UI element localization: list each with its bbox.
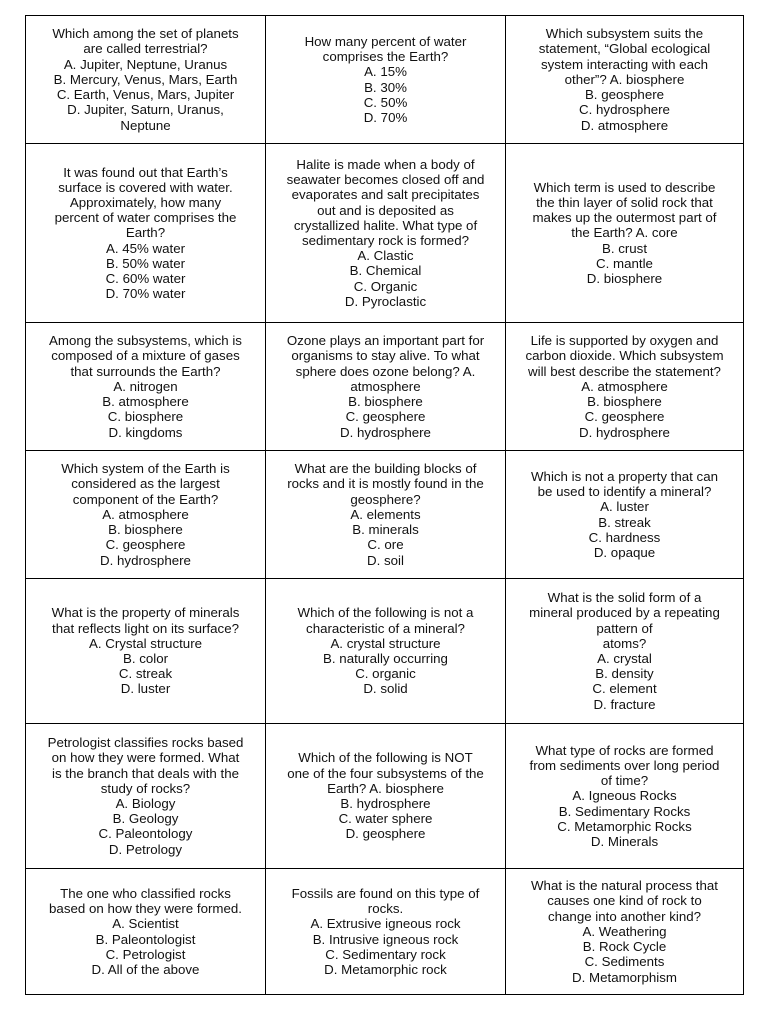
question-card-line: What is the solid form of a — [547, 590, 702, 606]
question-card — [266, 869, 506, 994]
question-card-line: sphere does ozone belong? A. — [295, 363, 476, 379]
question-card-line: system interacting with each — [540, 56, 709, 72]
question-card-line: statement, “Global ecological — [538, 41, 711, 57]
question-card-line: sedimentary rock is formed? — [301, 233, 469, 248]
question-card-line: B. Intrusive igneous rock — [312, 931, 459, 947]
question-card-line: What are the building blocks of — [294, 461, 477, 477]
question-card-line: B. minerals — [352, 522, 419, 538]
question-card-line: A. crystal structure — [330, 635, 441, 651]
question-card — [266, 323, 506, 451]
question-card-line: B. crust — [601, 240, 648, 256]
question-card-line: one of the four subsystems of the — [287, 765, 484, 781]
question-card-line: A. Weathering — [582, 923, 667, 939]
question-card-line: crystallized halite. What type of — [293, 217, 478, 233]
question-card-line: A. atmosphere — [581, 378, 668, 394]
question-card-line: Earth? — [125, 225, 166, 241]
question-card-line: Fossils are found on this type of — [291, 885, 480, 901]
question-card-line: D. kingdoms — [108, 424, 183, 440]
question-card-line: atmosphere — [350, 378, 421, 394]
question-card-line: C. element — [592, 681, 657, 697]
question-card-line: D. soil — [367, 552, 404, 568]
question-card-line: C. Sediments — [584, 954, 665, 970]
question-card-line: organisms to stay alive. To what — [291, 348, 480, 364]
question-card-line: B. biosphere — [108, 522, 183, 538]
question-card — [266, 724, 506, 869]
question-card — [266, 144, 506, 323]
question-card-line: rocks. — [367, 901, 404, 917]
question-card-line: What is the property of minerals — [51, 605, 240, 621]
question-card-line: percent of water comprises the — [54, 210, 237, 226]
question-card-line: C. streak — [118, 666, 173, 682]
question-card-line: C. geosphere — [345, 409, 426, 425]
question-card-line: out and is deposited as — [317, 202, 454, 218]
question-card-line: mineral produced by a repeating — [529, 605, 720, 621]
question-card-line: C. organic — [355, 666, 416, 682]
question-card-line: rocks and it is mostly found in the — [287, 476, 484, 492]
question-card-line: C. geosphere — [105, 537, 186, 553]
question-card-line: B. geosphere — [584, 87, 665, 103]
question-card-line: D. Petrology — [108, 841, 183, 857]
question-card-line: B. naturally occurring — [323, 651, 448, 666]
question-card-line: It was found out that Earth’s — [63, 164, 228, 180]
question-card — [266, 16, 506, 144]
question-card-line: C. hardness — [588, 529, 661, 545]
question-card-line: B. Sedimentary Rocks — [558, 803, 691, 819]
question-card — [266, 451, 506, 579]
question-card-line: D. hydrosphere — [579, 424, 670, 440]
question-card-line: D. Metamorphic rock — [324, 961, 447, 977]
question-card-line: D. Minerals — [590, 834, 659, 849]
question-card — [506, 724, 743, 869]
question-card — [26, 144, 266, 323]
question-card-line: Among the subsystems, which is — [49, 333, 242, 349]
question-card-line: based on how they were formed. — [49, 901, 242, 917]
question-card-line: change into another kind? — [547, 908, 702, 924]
question-card-line: be used to identify a mineral? — [537, 484, 712, 500]
question-card-line: from sediments over long period — [529, 757, 720, 773]
question-card-line: B. biosphere — [348, 394, 423, 410]
question-card-line: What type of rocks are formed — [535, 742, 714, 758]
question-card-line: makes up the outermost part of — [532, 210, 717, 226]
question-card-line: surface is covered with water. — [58, 179, 233, 195]
question-card-line: B. Geology — [112, 811, 179, 827]
question-card-line: Earth? A. biosphere — [327, 780, 444, 796]
question-card-line: B. atmosphere — [102, 394, 189, 410]
question-card-line: Which among the set of planets — [52, 26, 239, 42]
question-card — [506, 323, 743, 451]
question-card-line: C. mantle — [596, 255, 653, 271]
question-card — [26, 451, 266, 579]
question-card-line: B. Rock Cycle — [582, 939, 667, 955]
question-card-line: evaporates and salt precipitates — [291, 187, 480, 203]
question-card — [26, 724, 266, 869]
question-card-line: B. hydrosphere — [340, 796, 431, 811]
question-card-line: considered as the largest — [71, 476, 220, 492]
question-card-line: Approximately, how many — [69, 194, 222, 210]
question-card-line: B. 30% — [364, 79, 407, 95]
question-card — [506, 869, 743, 994]
question-card-line: A. Extrusive igneous rock — [310, 916, 461, 932]
question-card-line: A. Jupiter, Neptune, Uranus — [63, 56, 228, 72]
question-card-line: Which of the following is NOT — [298, 750, 473, 766]
question-card-line: Which subsystem suits the — [545, 26, 704, 42]
question-card — [266, 579, 506, 724]
question-card-line: C. water sphere — [338, 811, 433, 827]
question-card-line: Which term is used to describe — [533, 179, 716, 195]
question-card-line: component of the Earth? — [72, 491, 219, 507]
question-card — [506, 144, 743, 323]
question-card-line: What is the natural process that — [531, 878, 718, 894]
question-card-line: will best describe the statement? — [528, 363, 721, 379]
question-card-line: C. Paleontology — [98, 826, 193, 842]
question-card-line: of time? — [600, 773, 649, 789]
question-card-line: Which is not a property that can — [531, 468, 718, 484]
question-card-line: that reflects light on its surface? — [52, 620, 239, 636]
question-card-line: the Earth? A. core — [571, 225, 678, 241]
question-card-grid — [25, 15, 744, 995]
question-card-line: C. ore — [367, 537, 404, 553]
question-card-line: D. Metamorphism — [572, 969, 677, 985]
question-card-line: Halite is made when a body of — [296, 156, 475, 172]
question-card-line: Life is supported by oxygen and — [530, 333, 719, 349]
question-card-line: How many percent of water — [304, 33, 467, 49]
question-card-line: D. solid — [363, 681, 408, 697]
question-card-line: pattern of — [596, 620, 653, 636]
question-card-line: B. Chemical — [349, 263, 422, 279]
question-card-line: B. Paleontologist — [95, 931, 196, 947]
question-card-line: C. Organic — [353, 278, 418, 294]
question-card-line: D. opaque — [593, 544, 656, 560]
question-card — [26, 323, 266, 451]
question-card-line: D. Pyroclastic — [344, 293, 427, 309]
question-card-line: C. biosphere — [107, 409, 184, 425]
question-card-line: B. color — [122, 651, 169, 666]
question-card-line: B. Mercury, Venus, Mars, Earth — [53, 71, 238, 87]
question-card-line: A. Igneous Rocks — [572, 788, 677, 804]
question-card-line: the thin layer of solid rock that — [536, 194, 713, 210]
question-card — [26, 869, 266, 994]
question-card-line: A. Scientist — [112, 916, 179, 932]
question-card-line: characteristic of a mineral? — [306, 620, 465, 636]
question-card-line: comprises the Earth? — [322, 49, 449, 65]
question-card — [506, 16, 743, 144]
question-card-line: Ozone plays an important part for — [286, 333, 485, 349]
question-card — [26, 579, 266, 724]
question-card-line: Petrologist classifies rocks based — [47, 735, 244, 751]
question-card — [506, 451, 743, 579]
question-card-line: B. density — [595, 666, 654, 682]
question-card-line: atoms? — [602, 635, 647, 651]
question-card-line: B. streak — [598, 514, 651, 530]
question-card — [26, 16, 266, 144]
question-card-line: D. luster — [120, 681, 171, 697]
question-card-line: D. atmosphere — [580, 117, 669, 133]
question-card-line: C. Sedimentary rock — [325, 946, 446, 962]
question-card-line: A. Clastic — [357, 248, 414, 264]
question-card-line: study of rocks? — [100, 780, 191, 796]
question-card-line: other”? A. biosphere — [564, 71, 685, 87]
question-card-line: A. 15% — [364, 64, 407, 80]
question-card-line: C. 60% water — [105, 271, 186, 286]
question-card-line: Which system of the Earth is — [61, 461, 230, 477]
question-card-line: D. Jupiter, Saturn, Uranus, — [67, 102, 224, 118]
question-card-line: A. nitrogen — [113, 378, 178, 394]
question-card-line: Neptune — [120, 117, 171, 133]
question-card-line: D. hydrosphere — [340, 424, 431, 440]
question-card-line: A. elements — [350, 506, 421, 522]
question-card-line: on how they were formed. What — [51, 750, 240, 766]
question-card-line: C. 50% — [363, 94, 408, 110]
question-card-line: A. Biology — [115, 796, 176, 811]
question-card-line: D. geosphere — [345, 826, 426, 842]
question-card-line: The one who classified rocks — [60, 885, 231, 901]
question-card-line: C. geosphere — [584, 409, 665, 425]
question-card-line: D. 70% — [363, 109, 408, 125]
question-card-line: that surrounds the Earth? — [70, 363, 221, 379]
question-card-line: composed of a mixture of gases — [51, 348, 240, 364]
question-card-line: D. All of the above — [91, 961, 200, 977]
question-card-line: geosphere? — [350, 491, 421, 507]
question-card-line: are called terrestrial? — [83, 41, 208, 57]
question-card-line: B. biosphere — [587, 394, 662, 410]
question-card-line: C. Petrologist — [105, 946, 186, 962]
question-card-line: D. biosphere — [586, 271, 663, 286]
question-card — [506, 579, 743, 724]
question-card-line: causes one kind of rock to — [547, 893, 702, 909]
question-card-line: C. hydrosphere — [579, 102, 670, 118]
question-card-line: seawater becomes closed off and — [286, 172, 485, 188]
question-card-line: C. Metamorphic Rocks — [557, 818, 692, 834]
question-card-line: B. 50% water — [105, 255, 186, 271]
question-card-line: A. crystal — [597, 651, 652, 666]
question-card-line: is the branch that deals with the — [51, 765, 239, 781]
question-card-line: D. 70% water — [105, 286, 186, 302]
question-card-line: carbon dioxide. Which subsystem — [525, 348, 724, 364]
question-card-line: A. Crystal structure — [88, 635, 203, 651]
question-card-line: A. luster — [600, 499, 649, 515]
question-card-line: D. fracture — [593, 696, 656, 712]
question-card-line: Which of the following is not a — [297, 605, 474, 621]
question-card-line: D. hydrosphere — [100, 552, 191, 568]
question-card-line: A. atmosphere — [102, 506, 189, 522]
question-card-line: A. 45% water — [105, 240, 186, 256]
question-card-line: C. Earth, Venus, Mars, Jupiter — [56, 87, 235, 103]
